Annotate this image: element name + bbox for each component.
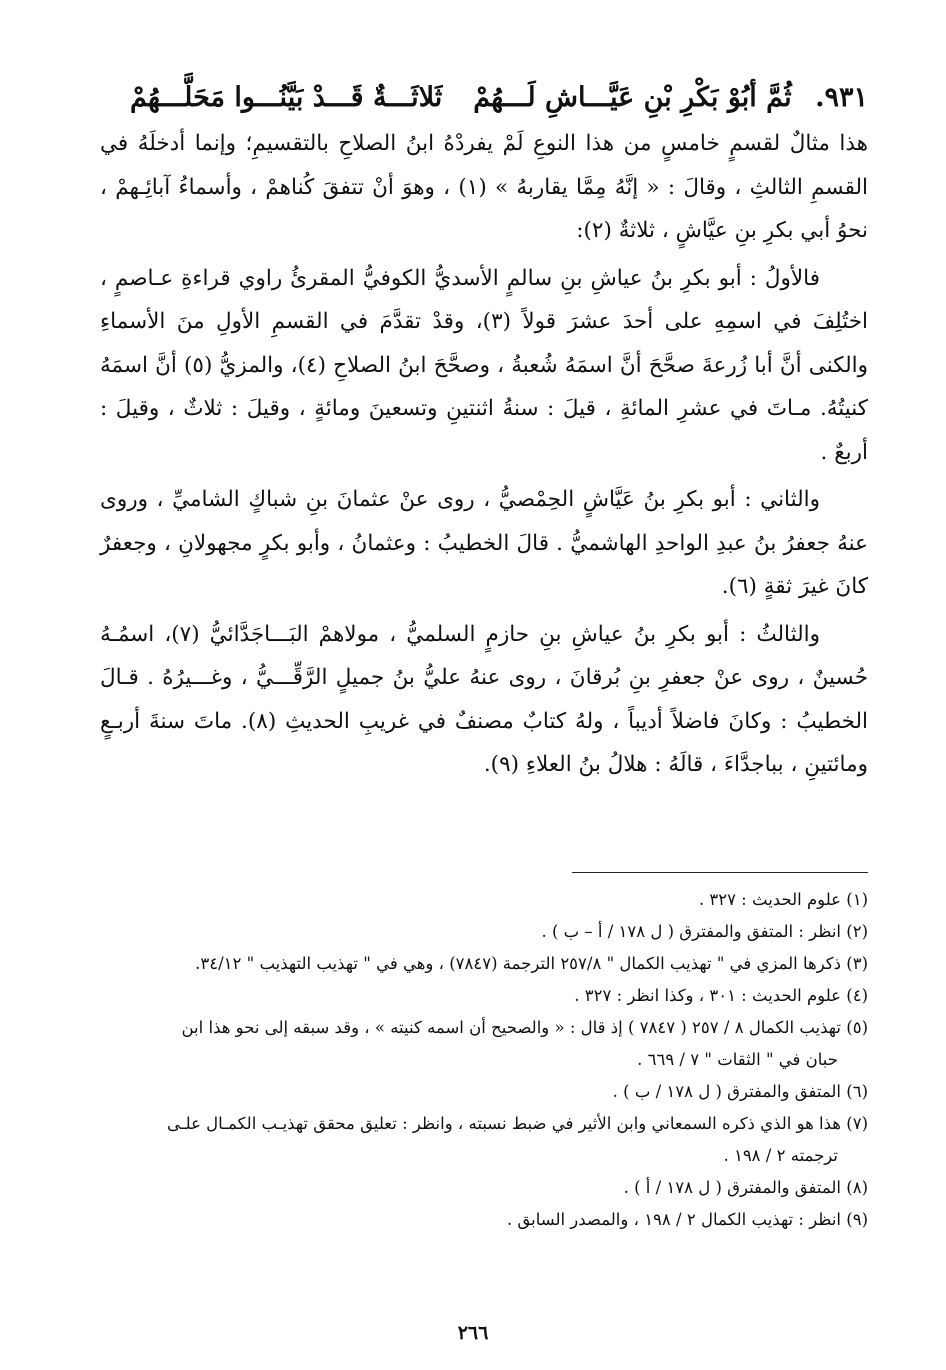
footnote-separator — [572, 872, 868, 873]
commentary-body — [100, 122, 868, 787]
footnote-5 — [100, 1012, 868, 1076]
paragraph-third: والثالثُ : أبو بكرِ بنُ عياشِ بنِ حازمٍ السلميُّ ، مولاهمْ البَـــاجَدَّائيُّ (٧)، اسمُـهُ حُسينٌ ، روى عنْ جعفرِ بنِ بُرقانَ ، روى عنهُ عليُّ بنُ جميلٍ الرَّقِّـــيُّ ، وغـــيرُهُ . قـالَ الخطيبُ : وكانَ فاضلاً أديباً ، ولهُ كتابٌ مصنفٌ في غريبِ الحديثِ (٨). ماتَ سنةَ أربـعٍ ومائتينِ ، بباجدَّاءَ ، قالَهُ : هلالُ بنُ العلاءِ (٩). — [100, 621, 868, 777]
footnote-text: (٦) المتفق والمفترق ( ل ١٧٨ / ب ) . — [612, 1082, 868, 1101]
footnote-1 — [100, 884, 868, 916]
footnote-text: (٨) المتفق والمفترق ( ل ١٧٨ / أ ) . — [623, 1178, 868, 1197]
footnote-text: (١) علوم الحديث : ٣٢٧ . — [698, 890, 868, 909]
paragraph-second: والثاني : أبو بكرِ بنُ عَيَّاشٍ الحِمْصيُّ ، روى عنْ عثمانَ بنِ شباكٍ الشاميِّ ، وروى عنهُ جعفرُ بنُ عبدِ الواحدِ الهاشميُّ . قالَ الخطيبُ : وعثمانُ ، وأبو بكرٍ مجهولانِ ، وجعفرٌ كانَ غيرَ ثقةٍ (٦). — [100, 487, 868, 599]
footnote-text: (٢) انظر : المتفق والمفترق ( ل ١٧٨ / أ – ب ) . — [541, 922, 868, 941]
page-number: ٢٦٦ — [457, 1322, 489, 1344]
paragraph-first: فالأولُ : أبو بكرِ بنُ عياشِ بنِ سالمٍ الأسديُّ الكوفيُّ المقرئُ راوي قراءةِ عـاصمٍ ، اختُلِفَ في اسمِهِ على أحدَ عشرَ قولاً (٣)، وقدْ تقدَّمَ في القسمِ الأولِ منَ الأسماءِ والكنى أنَّ أبا زُرعةَ صحَّحَ أنَّ اسمَهُ شُعبةُ ، وصحَّحَ ابنُ الصلاحِ (٤)، والمزيُّ (٥) أنَّ اسمَهُ كنيتُهُ. مـاتَ في عشرِ المائةِ ، قيلَ : سنةُ اثنتينِ وتسعينَ ومائةٍ ، وقيلَ : ثلاثٌ ، وقيلَ : أربعٌ . — [100, 265, 868, 465]
paragraph-intro: هذا مثالٌ لقسمٍ خامسٍ من هذا النوعِ لَمْ يفردْهُ ابنُ الصلاحِ بالتقسيمِ؛ وإنما أدخلَهُ في القسمِ الثالثِ ، وقالَ : « إنَّهُ مِمَّا يقاربهُ » (١) ، وهوَ أنْ تتفقَ كُناهمْ ، وأسماءُ آبائِـهمْ ، نحوُ أبي بكرِ بنِ عيَّاشٍ ، ثلاثةٌ (٢): — [100, 131, 868, 243]
footnote-continuation: ترجمته ٢ / ١٩٨ . — [723, 1146, 838, 1165]
verse-number: ٩٣١. — [815, 82, 868, 113]
footnote-text: (٣) ذكرها المزي في " تهذيب الكمال " ٢٥٧/٨ الترجمة (٧٨٤٧) ، وهي في " تهذيب التهذيب " ٣٤/١٢. — [195, 954, 868, 973]
footnote-6 — [100, 1076, 868, 1108]
footnote-7 — [100, 1108, 868, 1172]
verse-line — [118, 78, 868, 118]
footnote-text: (٤) علوم الحديث : ٣٠١ ، وكذا انظر : ٣٢٧ . — [574, 986, 868, 1005]
footnote-9 — [100, 1204, 868, 1236]
footnote-2 — [100, 916, 868, 948]
footnote-text: (٩) انظر : تهذيب الكمال ٢ / ١٩٨ ، والمصدر السابق . — [506, 1210, 868, 1229]
verse-first-hemistich-group — [473, 78, 868, 118]
verse-second-hemistich: ثَلاثَـــةٌ قَـــدْ بَيَّنُـــوا مَحَلَّـــهُمْ — [130, 82, 443, 113]
footnote-4 — [100, 980, 868, 1012]
footnote-3 — [100, 948, 868, 980]
footnote-continuation: حبان في " الثقات " ٧ / ٦٦٩ . — [637, 1050, 838, 1069]
footnote-8 — [100, 1172, 868, 1204]
verse-first-hemistich: ثُمَّ أبُوْ بَكْرِ بْنِ عَيَّـــاشِ لَـــهُمْ — [473, 82, 792, 113]
footnotes — [100, 884, 868, 1236]
footnote-text: (٥) تهذيب الكمال ٨ / ٢٥٧ ( ٧٨٤٧ ) إذ قال : « والصحيح أن اسمه كنيته » ، وقد سبقه إلى نحو هذا ابن — [181, 1018, 868, 1037]
footnote-text: (٧) هذا هو الذي ذكره السمعاني وابن الأثير في ضبط نسبته ، وانظر : تعليق محقق تهذيـب الكمـال علـى — [167, 1114, 868, 1133]
